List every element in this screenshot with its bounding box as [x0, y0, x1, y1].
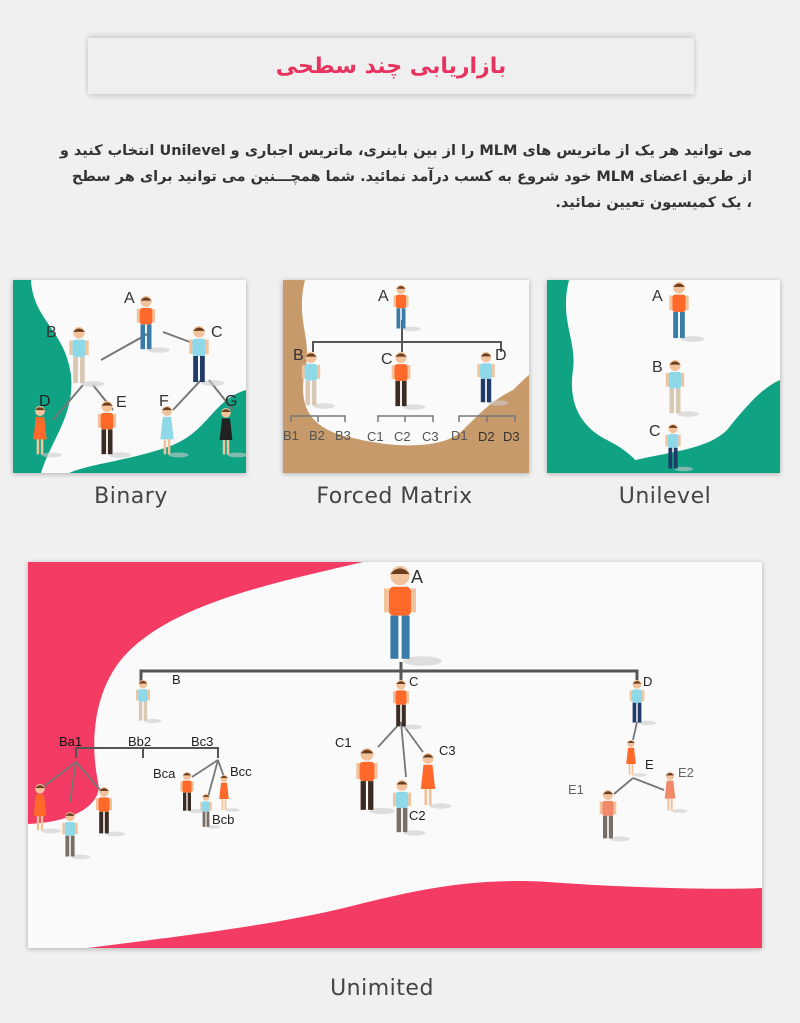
person-figure: [666, 360, 699, 417]
node-label: Bca: [153, 766, 176, 781]
page-title: بازاریابی چند سطحی: [275, 53, 507, 79]
node-label: D2: [478, 429, 495, 444]
node-label: D: [39, 393, 51, 410]
intro-line: ، یک کمیسیون تعیین نمائید.: [555, 195, 752, 211]
node-label: D: [495, 347, 507, 364]
node-label: D3: [503, 429, 520, 444]
node-label: C3: [422, 429, 439, 444]
node-label: A: [411, 567, 424, 587]
node-label: B1: [283, 428, 299, 443]
unilevel-tree: [547, 280, 780, 473]
node-label: A: [124, 290, 135, 307]
node-label: Bc3: [191, 734, 214, 749]
node-label: E2: [678, 765, 694, 780]
person-figure: [421, 753, 452, 809]
node-label: C: [211, 324, 223, 341]
forced-matrix-tree: [283, 280, 529, 473]
forced-matrix-caption: Forced Matrix: [316, 484, 473, 509]
intro-line: از طریق اعضای MLM خود شروع به کسب درآمد نمائید. شما همچـــنین می توانید برای هر سطح: [71, 169, 752, 185]
node-label: B: [172, 672, 181, 687]
binary-diagram: [13, 280, 246, 473]
node-label: C2: [409, 808, 426, 823]
node-label: E1: [568, 782, 584, 797]
binary-tree: [13, 280, 246, 473]
node-label: C: [649, 423, 661, 440]
node-label: B: [293, 347, 304, 364]
person-figure: [137, 296, 170, 353]
node-label: B: [652, 359, 663, 376]
unilevel-diagram: [547, 280, 780, 473]
person-figure: [136, 680, 161, 723]
person-figure: [302, 352, 335, 409]
person-figure: [96, 787, 125, 836]
forced-matrix-diagram: [283, 280, 529, 473]
unlimited-diagram: [28, 562, 762, 948]
node-label: C2: [394, 429, 411, 444]
node-label: C3: [439, 743, 456, 758]
unlimited-tree: [28, 562, 762, 948]
node-label: E: [116, 394, 127, 411]
person-figure: [669, 282, 704, 342]
node-label: A: [652, 288, 663, 305]
person-figure: [219, 775, 239, 812]
node-label: E: [645, 757, 654, 772]
person-figure: [600, 790, 630, 842]
node-label: D1: [451, 428, 468, 443]
node-label: Bb2: [128, 734, 152, 749]
node-label: C1: [335, 735, 352, 750]
node-label: B3: [335, 428, 351, 443]
binary-caption: Binary: [94, 484, 168, 509]
node-label: G: [225, 393, 238, 410]
person-figure: [356, 748, 394, 814]
title-band: [88, 38, 694, 94]
node-label: F: [159, 393, 169, 410]
node-label: C1: [367, 429, 384, 444]
node-label: B2: [309, 428, 325, 443]
intro-line: می توانید هر یک از ماتریس های MLM را از بین باینری، ماتریس اجباری و Unilevel انتخاب کنید و: [59, 143, 752, 159]
person-figure: [626, 740, 646, 777]
node-label: D: [643, 674, 653, 689]
node-label: C: [381, 351, 393, 368]
person-figure: [69, 327, 104, 387]
node-label: A: [378, 288, 389, 305]
node-label: C: [409, 674, 419, 689]
unlimited-caption: Unimited: [330, 976, 434, 1001]
node-label: B: [46, 324, 57, 341]
node-label: Bcb: [212, 812, 235, 827]
node-label: Bcc: [230, 764, 252, 779]
person-figure: [62, 812, 90, 859]
node-label: Ba1: [59, 734, 83, 749]
unilevel-caption: Unilevel: [618, 484, 712, 509]
person-figure: [392, 352, 426, 410]
intro-paragraph: [40, 138, 752, 216]
person-figure: [394, 285, 421, 331]
